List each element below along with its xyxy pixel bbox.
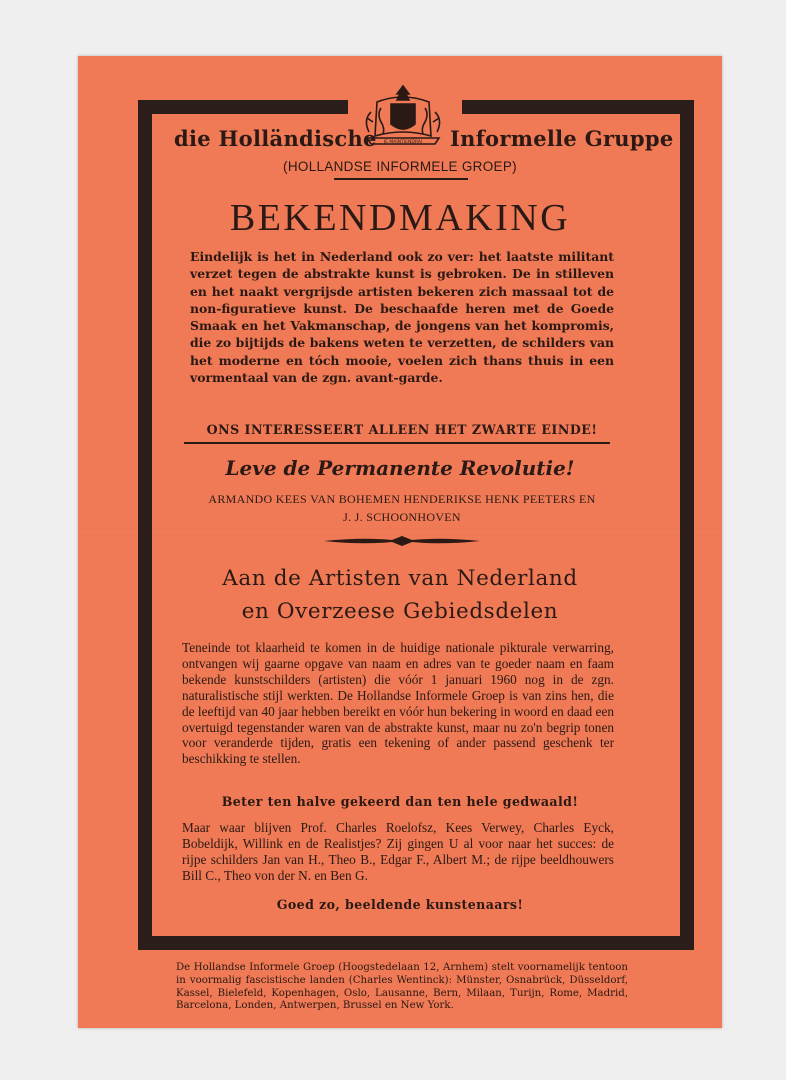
slogan-beter-ten-halve: Beter ten halve gekeerd dan ten hele gedwaald! — [221, 794, 579, 809]
section-heading-line-2: en Overzeese Gebiedsdelen — [241, 599, 559, 624]
header-right: Informelle Gruppe — [450, 126, 674, 151]
page-title: BEKENDMAKING — [229, 197, 571, 239]
subtitle-rule — [334, 178, 468, 180]
signatories — [186, 490, 618, 526]
body-paragraph-2: Maar waar blijven Prof. Charles Roelofsz, Kees Verwey, Charles Eyck, Bobeldijk, Willink en de Realistjes? Zij gingen U al voor naar het succes: de rijpe schilders Jan van H., Theo B., Edgar F., Albert M.; de rijpe beeldhouwers Bill C., Theo von der N. en Ben G. — [182, 820, 614, 883]
poster-sheet — [78, 56, 722, 1028]
crest-motto: JE MAINTIENDRAI — [383, 140, 423, 145]
footer-text: De Hollandse Informele Groep (Hoogstedelaan 12, Arnhem) stelt voornamelijk tentoon in voormalig fascistische landen (Charles Wentinck): Münster, Osnabrück, Düsseldorf, Kassel, Bielefeld, Kopenhagen, Oslo, Lausanne, Bern, Milaan, Turijn, Rome, Madrid, Barcelona, Londen, Antwerpen, Brussel en New York. — [176, 962, 628, 1012]
slogan-permanente-revolutie: Leve de Permanente Revolutie! — [225, 456, 575, 480]
section-heading-line-1: Aan de Artisten van Nederland — [222, 566, 578, 591]
ornament-divider-icon — [322, 534, 482, 548]
slogan-zwarte-einde: ONS INTERESSEERT ALLEEN HET ZWARTE EINDE! — [206, 422, 598, 437]
header-left: die Holländische — [174, 126, 377, 151]
signatories-line-1: ARMANDO KEES VAN BOHEMEN HENDERIKSE HENK PEETERS EN — [208, 492, 596, 506]
body-paragraph-1: Teneinde tot klaarheid te komen in de huidige nationale pikturale verwarring, ontvangen wij gaarne opgave van naam en adres van te goeder naam en faam bekende kunstschilders (artisten) die vóór 1 januari 1960 nog in de zgn. naturalistische stijl werkten. De Hollandse Informele Groep is van zins hen, die de leeftijd van 40 jaar hebben bereikt en vóór hun bekering in woord en daad een overtuigd tegenstander waren van de abstrakte kunst, maar nu zo'n begrip tonen voor veranderde tijden, gratis een tekening of ander passend geschenk ter beschikking te stellen. — [182, 640, 614, 767]
subtitle: (HOLLANDSE INFORMELE GROEP) — [283, 159, 517, 174]
slogan-goed-zo: Goed zo, beeldende kunstenaars! — [276, 897, 524, 912]
slogan-rule — [184, 442, 610, 444]
section-heading — [78, 562, 722, 628]
intro-paragraph: Eindelijk is het in Nederland ook zo ver: het laatste militant verzet tegen de abstrakte kunst is gebroken. De in stilleven en het naakt vergrijsde artisten bekeren zich massaal tot de non-figuratieve kunst. De beschaafde heren met de Goede Smaak en het Vakmanschap, de jongens van het kompromis, die zo bijtijds de bakens weten te verzetten, de schilders van het moderne en tóch mooie, voelen zich thans thuis in een vormentaal van de zgn. avant-garde. — [190, 249, 614, 386]
signatories-line-2: J. J. SCHOONHOVEN — [343, 510, 461, 524]
